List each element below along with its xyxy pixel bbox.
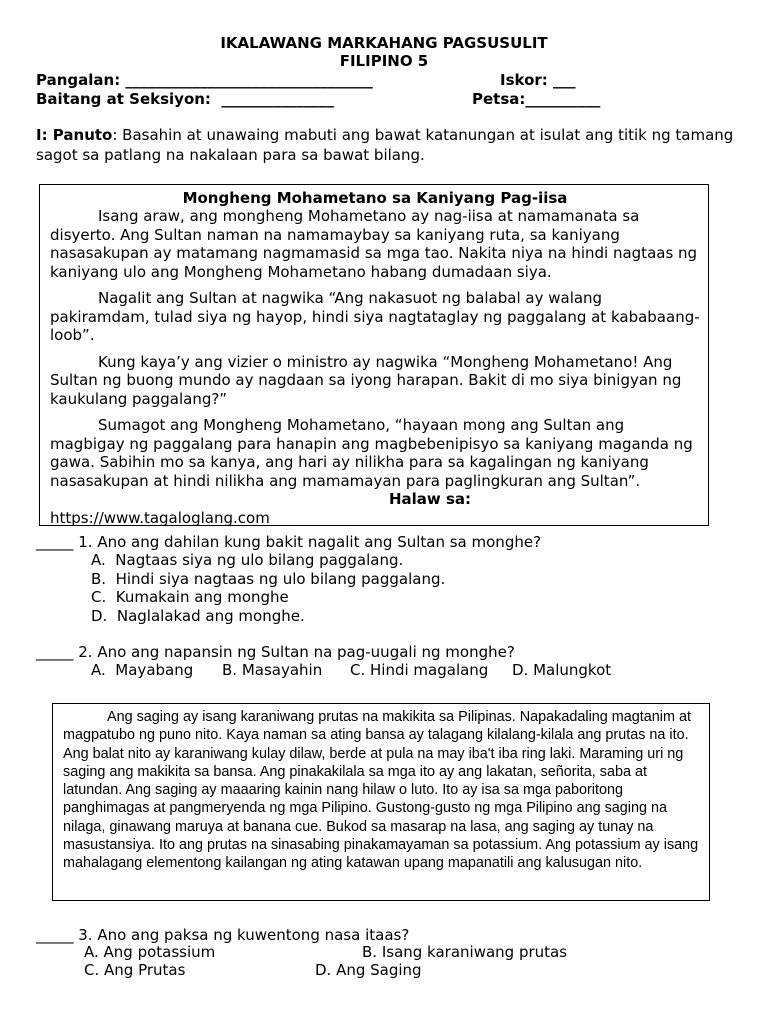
story2-text: Ang saging ay isang karaniwang prutas na makikita sa Pilipinas. Napakadaling magtanim at magpatubo ng puno nito. Kaya naman sa ating bansa ay talagang kilalang-kilala ang prutas na ito. Ang balat nito ay karaniwang kulay dilaw, berde at pula na may iba't iba ring laki. Maraming uri ng saging ang makikita sa bansa. Ang pinakakilala sa mga ito ay ang lakatan, señorita, saba at latundan. Ang saging ay maaaring kainin nang hilaw o luto. Ito ay isa sa mga paboritong panghimagas at pangmeryenda ng mga Pilipino. Gustong-gusto ng mga Pilipino ang saging na nilaga, ginawang maruya at banana cue. Bukod sa masarap na lasa, ang saging ay tunay na masustansiya. Ito ang prutas na sinasabing pinakamayaman sa potassium. Ang potassium ay isang mahalagang elementong kailangan ng ating katawan upang mapanatili ang kalusugan nito. [63,709,699,872]
exam-title: IKALAWANG MARKAHANG PAGSUSULIT [220,34,548,52]
q2-option-b: B. Masayahin [222,661,323,679]
q2-option-a: A. Mayabang [91,661,194,679]
instructions-label: I: Panuto [36,126,113,144]
q1-option-c: C. Kumakain ang monghe [91,588,289,606]
question-1: _____ 1. Ano ang dahilan kung bakit nagalit ang Sultan sa monghe? [36,533,542,551]
story1-box [39,184,709,526]
source-label: Halaw sa: [388,490,472,508]
question-2: _____ 2. Ano ang napansin ng Sultan na pag-uugali ng monghe? [36,643,515,661]
name-label: Pangalan: [36,71,126,89]
grade-section-field [36,90,334,108]
q2-option-d: D. Malungkot [512,661,612,679]
question-3: _____ 3. Ano ang paksa ng kuwentong nasa itaas? [36,926,410,944]
source-url: https://www.tagaloglang.com [50,508,270,526]
q2-option-c: C. Hindi magalang [350,661,489,679]
q3-option-c: C. Ang Prutas [84,961,186,979]
grade-blank: _______________ [221,90,334,108]
story1-paragraph: Isang araw, ang mongheng Mohametano ay nag-iisa at namamanata sa disyerto. Ang Sultan naman na namamaybay sa kaniyang ruta, sa kaniyang nasasakupan ay matamang nagmamasid sa mga tao. Nakita niya na hindi nagtaas ng kaniyang ulo ang Mongheng Mohametano habang dumadaan siya. [50,207,698,281]
name-field [36,71,373,89]
subject-title: FILIPINO 5 [339,52,429,70]
name-blank: _________________________________ [125,71,373,89]
q1-option-a: A. Nagtaas siya ng ulo bilang paggalang. [91,551,404,569]
grade-label: Baitang at Seksiyon: [36,90,222,108]
q3-option-b: B. Isang karaniwang prutas [362,943,568,961]
story1-paragraph: Sumagot ang Mongheng Mohametano, “hayaan mong ang Sultan ang magbigay ng paggalang para hanapin ang magbebenipisyo sa kaniyang maganda ng gawa. Sabihin mo sa kanya, ang hari ay nilikha para sa kagalingan ng kaniyang nasasakupan at hindi nilikha ang mamamayan para paglingkuran ang Sultan”. [50,416,693,490]
story1-title: Mongheng Mohametano sa Kaniyang Pag-iisa [182,189,568,207]
q1-option-d: D. Naglalakad ang monghe. [91,606,305,625]
score-field: Iskor: ___ [500,71,576,89]
story1-paragraph: Nagalit ang Sultan at nagwika “Ang nakasuot ng balabal ay walang pakiramdam, tulad siya ng hayop, hindi siya nagtataglay ng paggalang at kababaang-loob”. [50,289,700,344]
story1-paragraph: Kung kaya’y ang vizier o ministro ay nagwika “Mongheng Mohametano! Ang Sultan ng buong mundo ay nagdaan sa iyong harapan. Bakit di mo siya binigyan ng kaukulang paggalang?” [50,352,682,408]
story2-box [52,703,710,901]
q3-option-a: A. Ang potassium [84,943,216,961]
instructions [36,125,736,165]
q1-option-b: B. Hindi siya nagtaas ng ulo bilang paggalang. [91,569,446,588]
q3-option-d: D. Ang Saging [315,961,422,979]
instructions-text: : Basahin at unawaing mabuti ang bawat katanungan at isulat ang titik ng tamang sagot sa patlang na nakalaan para sa bawat bilang. [36,126,734,164]
date-field: Petsa:__________ [472,90,601,108]
